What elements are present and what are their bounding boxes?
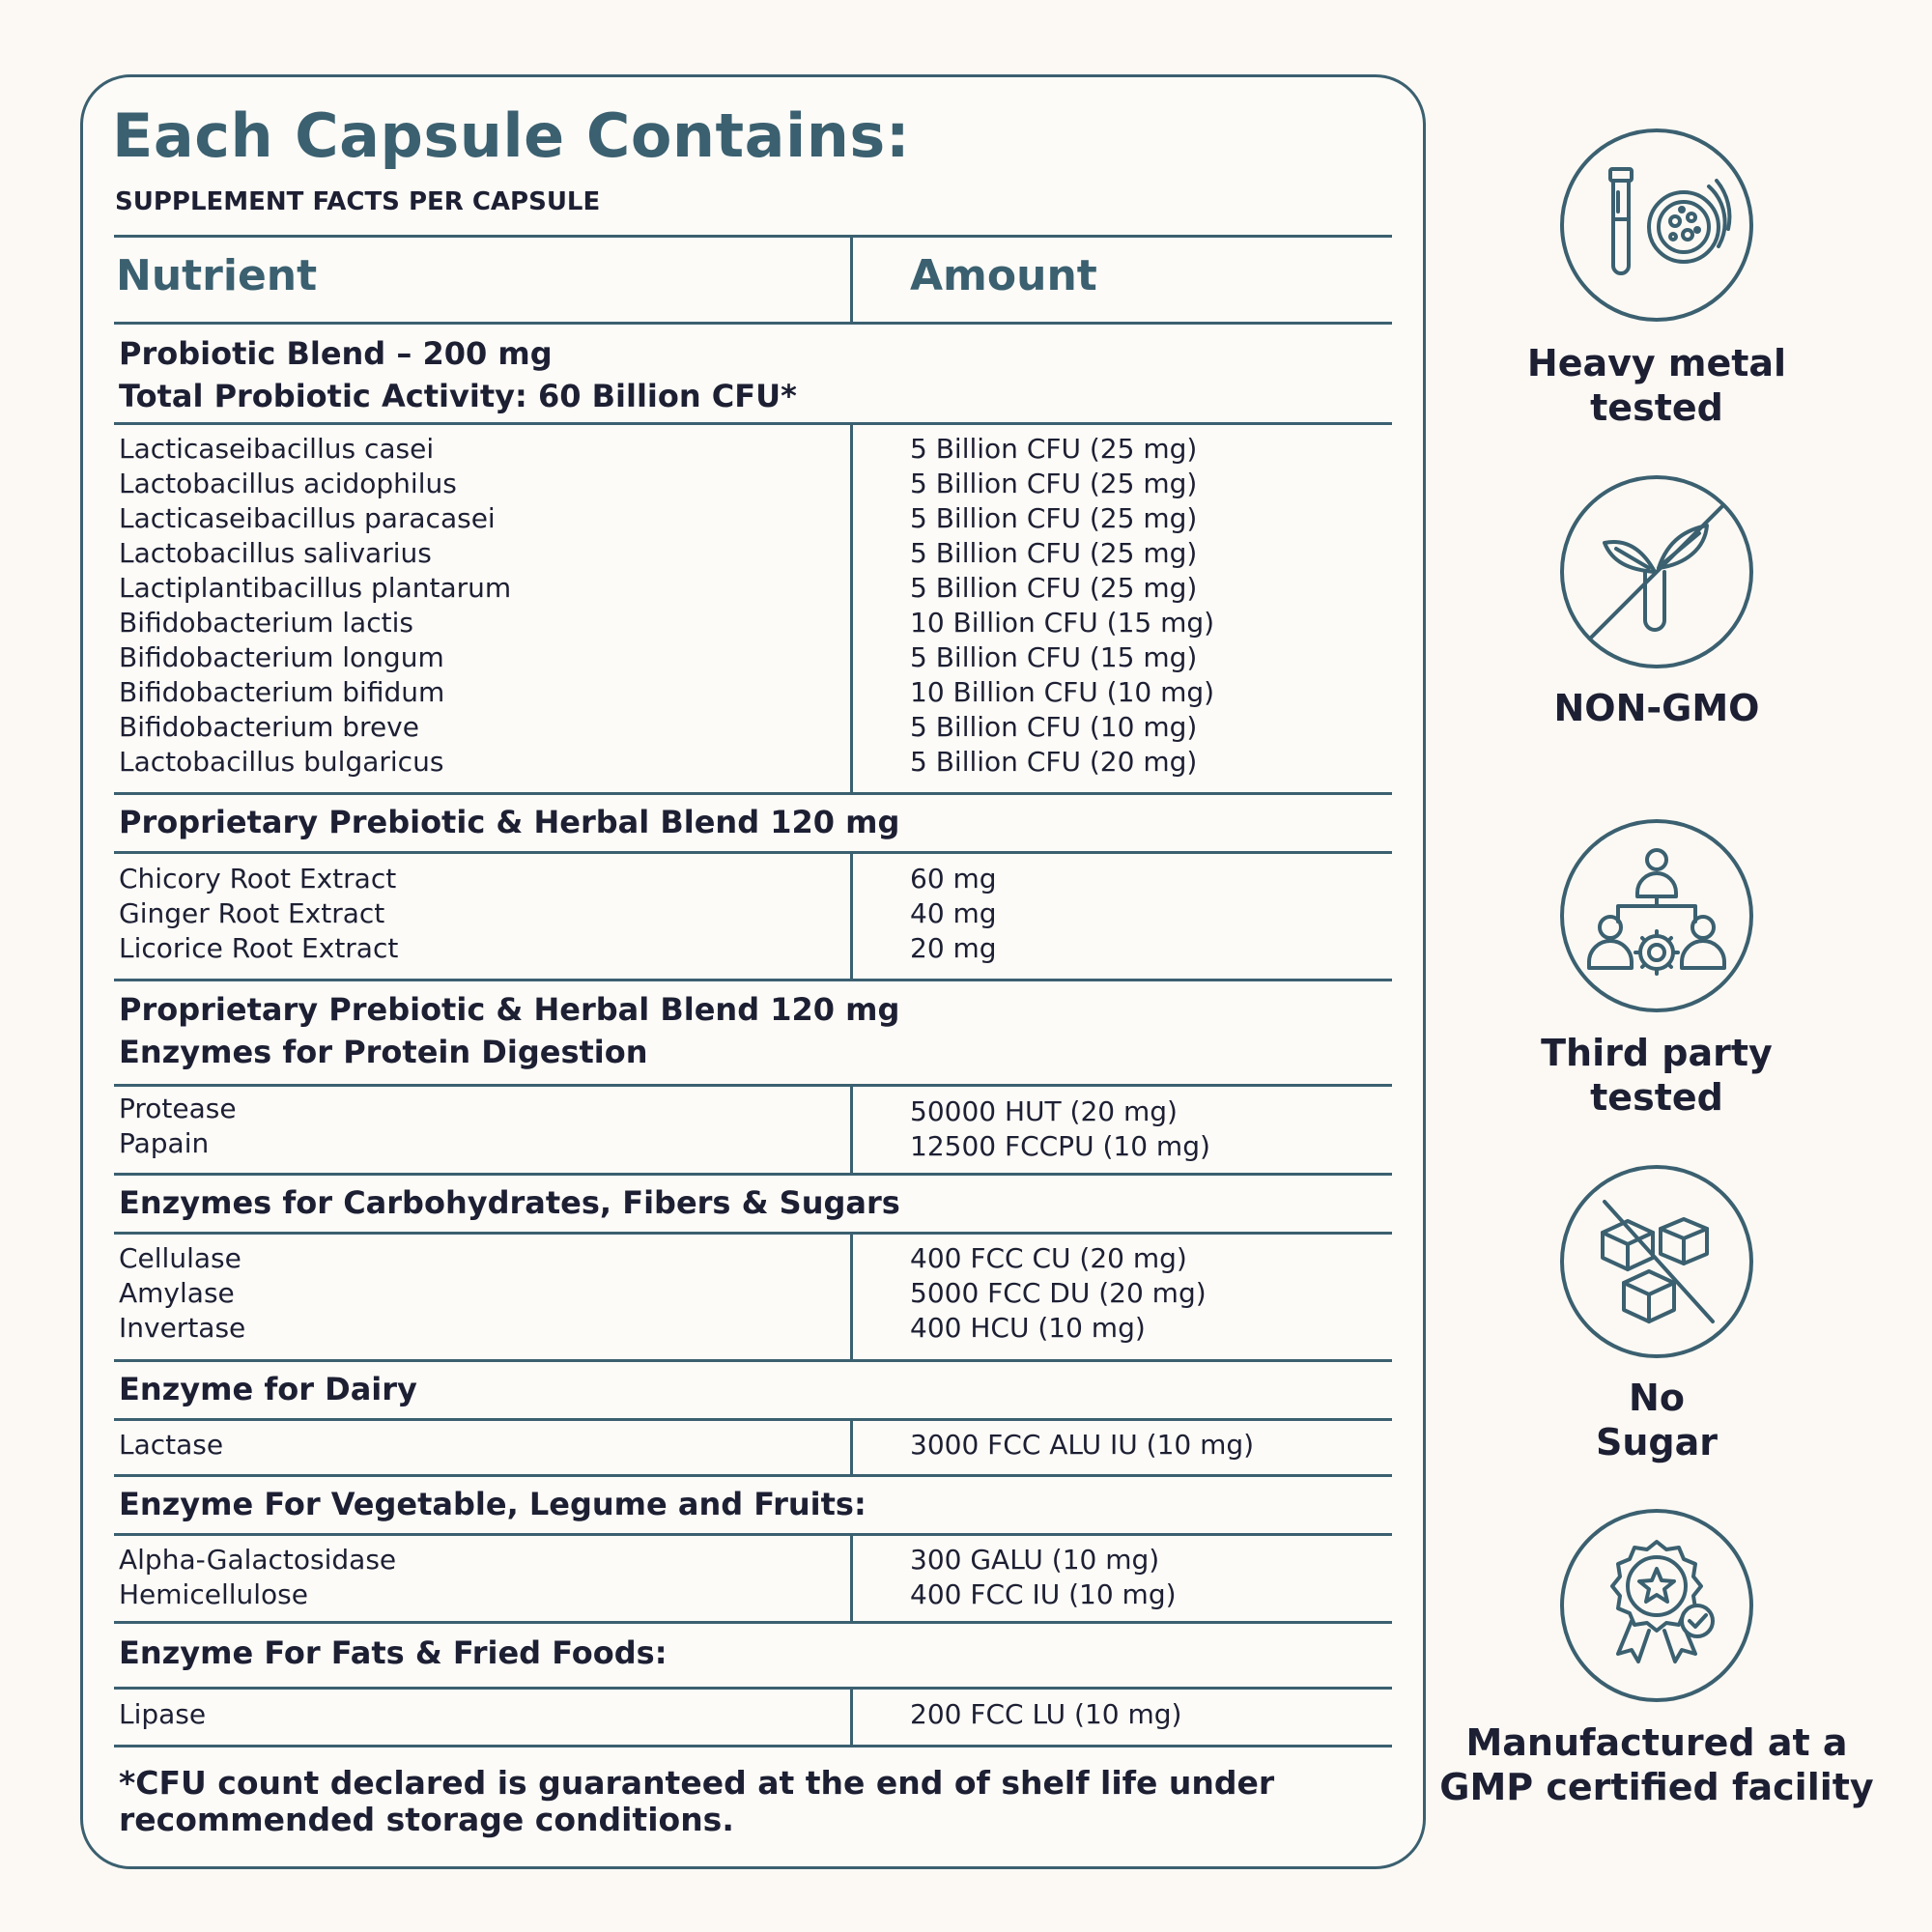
table-rule bbox=[114, 979, 1392, 981]
table-rule bbox=[114, 1359, 1392, 1362]
nutrient-amounts bbox=[910, 1428, 1254, 1463]
section-heading bbox=[119, 1181, 900, 1224]
footnote-line: recommended storage conditions. bbox=[119, 1801, 734, 1838]
nutrient-name: Lacticaseibacillus paracasei bbox=[119, 502, 496, 534]
table-rule bbox=[114, 851, 1392, 854]
column-divider bbox=[850, 422, 853, 795]
nutrient-amounts bbox=[910, 1697, 1181, 1732]
third-party-badge bbox=[1560, 819, 1753, 1012]
badge-label-line: tested bbox=[1590, 386, 1723, 429]
table-rule bbox=[114, 322, 1392, 325]
section-heading bbox=[119, 332, 797, 417]
nutrient-amounts bbox=[910, 432, 1214, 780]
table-rule bbox=[114, 792, 1392, 795]
column-divider bbox=[850, 1418, 853, 1477]
nutrient-names bbox=[119, 1697, 206, 1732]
table-rule bbox=[114, 1621, 1392, 1624]
test-tube-petri-dish-icon bbox=[1564, 132, 1749, 318]
nutrient-names bbox=[119, 1241, 245, 1346]
nutrient-amounts bbox=[910, 1094, 1210, 1164]
nutrient-amount: 5 Billion CFU (10 mg) bbox=[910, 711, 1198, 743]
heavy-metal-label bbox=[1430, 341, 1884, 430]
table-rule bbox=[114, 1745, 1392, 1747]
nutrient-name: Amylase bbox=[119, 1277, 235, 1309]
section-heading-line: Enzyme for Dairy bbox=[119, 1371, 417, 1407]
section-heading bbox=[119, 1483, 867, 1525]
nutrient-amount: 5 Billion CFU (25 mg) bbox=[910, 537, 1198, 569]
nutrient-amount: 5 Billion CFU (25 mg) bbox=[910, 468, 1198, 499]
column-divider bbox=[850, 1687, 853, 1747]
section-heading bbox=[119, 801, 899, 843]
nutrient-name: Lipase bbox=[119, 1698, 207, 1730]
no-sugar-badge bbox=[1560, 1165, 1753, 1358]
nutrient-name: Cellulase bbox=[119, 1242, 242, 1274]
column-divider bbox=[850, 851, 853, 981]
section-heading-line: Probiotic Blend – 200 mg bbox=[119, 335, 553, 372]
badge-label-line: Sugar bbox=[1595, 1421, 1718, 1463]
nutrient-amount: 60 mg bbox=[910, 863, 997, 895]
column-header-nutrient: Nutrient bbox=[116, 251, 318, 300]
nutrient-name: Bifidobacterium bifidum bbox=[119, 676, 445, 708]
nutrient-amounts bbox=[910, 1543, 1177, 1612]
nutrient-amount: 400 FCC IU (10 mg) bbox=[910, 1578, 1177, 1610]
gmp-badge bbox=[1560, 1509, 1753, 1702]
gmp-label bbox=[1430, 1720, 1884, 1809]
nutrient-amount: 5 Billion CFU (20 mg) bbox=[910, 746, 1198, 778]
table-rule bbox=[114, 1232, 1392, 1235]
no-sugar-cubes-icon bbox=[1564, 1169, 1749, 1354]
nutrient-name: Lactobacillus salivarius bbox=[119, 537, 432, 569]
nutrient-name: Chicory Root Extract bbox=[119, 863, 397, 895]
badge-label-line: GMP certified facility bbox=[1439, 1766, 1874, 1808]
nutrient-names bbox=[119, 1543, 396, 1612]
nutrient-amount: 300 GALU (10 mg) bbox=[910, 1544, 1160, 1576]
nutrient-amounts bbox=[910, 862, 997, 966]
section-heading-line: Enzyme For Vegetable, Legume and Fruits: bbox=[119, 1486, 867, 1522]
column-divider bbox=[850, 1232, 853, 1362]
cfu-footnote bbox=[119, 1765, 1274, 1838]
nutrient-amount: 200 FCC LU (10 mg) bbox=[910, 1698, 1182, 1730]
section-heading-line: Total Probiotic Activity: 60 Billion CFU* bbox=[119, 378, 797, 414]
section-heading bbox=[119, 1632, 667, 1674]
nutrient-name: Ginger Root Extract bbox=[119, 897, 385, 929]
nutrient-amounts bbox=[910, 1241, 1207, 1346]
badge-label-line: Heavy metal bbox=[1526, 342, 1787, 384]
nutrient-names bbox=[119, 862, 398, 966]
badge-label-line: tested bbox=[1590, 1076, 1723, 1119]
nutrient-name: Bifidobacterium lactis bbox=[119, 607, 413, 639]
footnote-line: *CFU count declared is guaranteed at the end of shelf life under bbox=[119, 1764, 1275, 1802]
nutrient-names bbox=[119, 432, 511, 780]
badge-label-line: NON-GMO bbox=[1553, 687, 1760, 729]
nutrient-amount: 12500 FCCPU (10 mg) bbox=[910, 1130, 1210, 1162]
section-heading-line: Enzymes for Protein Digestion bbox=[119, 1034, 648, 1070]
column-divider bbox=[850, 1084, 853, 1176]
nutrient-name: Papain bbox=[119, 1127, 210, 1159]
nutrient-amount: 40 mg bbox=[910, 897, 997, 929]
nutrient-names bbox=[119, 1428, 223, 1463]
non-gmo-label bbox=[1430, 686, 1884, 730]
no-gmo-plant-icon bbox=[1564, 479, 1749, 665]
column-header-amount: Amount bbox=[910, 251, 1097, 300]
nutrient-amount: 5 Billion CFU (25 mg) bbox=[910, 502, 1198, 534]
table-rule bbox=[114, 1173, 1392, 1176]
table-rule bbox=[114, 1418, 1392, 1421]
table-rule bbox=[114, 1084, 1392, 1087]
nutrient-amount: 3000 FCC ALU IU (10 mg) bbox=[910, 1429, 1255, 1461]
nutrient-amount: 400 FCC CU (20 mg) bbox=[910, 1242, 1187, 1274]
nutrient-name: Licorice Root Extract bbox=[119, 932, 399, 964]
section-heading bbox=[119, 988, 899, 1073]
nutrient-name: Alpha-Galactosidase bbox=[119, 1544, 397, 1576]
nutrient-name: Protease bbox=[119, 1093, 237, 1124]
badge-label-line: Manufactured at a bbox=[1465, 1721, 1848, 1764]
section-heading bbox=[119, 1368, 417, 1410]
third-party-label bbox=[1430, 1031, 1884, 1120]
nutrient-name: Lactase bbox=[119, 1429, 224, 1461]
section-heading-line: Enzymes for Carbohydrates, Fibers & Sugars bbox=[119, 1184, 900, 1221]
nutrient-name: Lactobacillus bulgaricus bbox=[119, 746, 444, 778]
heavy-metal-badge bbox=[1560, 128, 1753, 322]
team-gear-icon bbox=[1564, 823, 1749, 1009]
nutrient-amount: 400 HCU (10 mg) bbox=[910, 1312, 1146, 1344]
nutrient-amount: 10 Billion CFU (10 mg) bbox=[910, 676, 1215, 708]
nutrient-name: Hemicellulose bbox=[119, 1578, 308, 1610]
nutrient-amount: 5 Billion CFU (25 mg) bbox=[910, 433, 1198, 465]
nutrient-amount: 10 Billion CFU (15 mg) bbox=[910, 607, 1215, 639]
award-badge-check-icon bbox=[1564, 1513, 1749, 1698]
page-subtitle: SUPPLEMENT FACTS PER CAPSULE bbox=[115, 187, 601, 216]
no-sugar-label bbox=[1430, 1376, 1884, 1464]
table-rule bbox=[114, 235, 1392, 238]
nutrient-amount: 5 Billion CFU (15 mg) bbox=[910, 641, 1198, 673]
nutrient-name: Bifidobacterium breve bbox=[119, 711, 419, 743]
non-gmo-badge bbox=[1560, 475, 1753, 668]
page-title: Each Capsule Contains: bbox=[112, 100, 911, 171]
nutrient-amount: 5 Billion CFU (25 mg) bbox=[910, 572, 1198, 604]
table-rule bbox=[114, 1474, 1392, 1477]
table-rule bbox=[114, 422, 1392, 425]
nutrient-name: Lacticaseibacillus casei bbox=[119, 433, 435, 465]
table-rule bbox=[114, 1533, 1392, 1536]
badge-label-line: Third party bbox=[1541, 1032, 1773, 1074]
nutrient-amount: 5000 FCC DU (20 mg) bbox=[910, 1277, 1207, 1309]
nutrient-names bbox=[119, 1092, 237, 1161]
nutrient-name: Bifidobacterium longum bbox=[119, 641, 444, 673]
nutrient-name: Lactobacillus acidophilus bbox=[119, 468, 457, 499]
badge-label-line: No bbox=[1629, 1377, 1685, 1419]
column-divider bbox=[850, 235, 853, 325]
nutrient-name: Invertase bbox=[119, 1312, 246, 1344]
nutrient-amount: 50000 HUT (20 mg) bbox=[910, 1095, 1178, 1127]
column-divider bbox=[850, 1533, 853, 1624]
section-heading-line: Enzyme For Fats & Fried Foods: bbox=[119, 1634, 668, 1671]
nutrient-name: Lactiplantibacillus plantarum bbox=[119, 572, 512, 604]
section-heading-line: Proprietary Prebiotic & Herbal Blend 120 mg bbox=[119, 804, 900, 840]
section-heading-line: Proprietary Prebiotic & Herbal Blend 120 mg bbox=[119, 991, 900, 1028]
table-rule bbox=[114, 1687, 1392, 1690]
nutrient-amount: 20 mg bbox=[910, 932, 997, 964]
